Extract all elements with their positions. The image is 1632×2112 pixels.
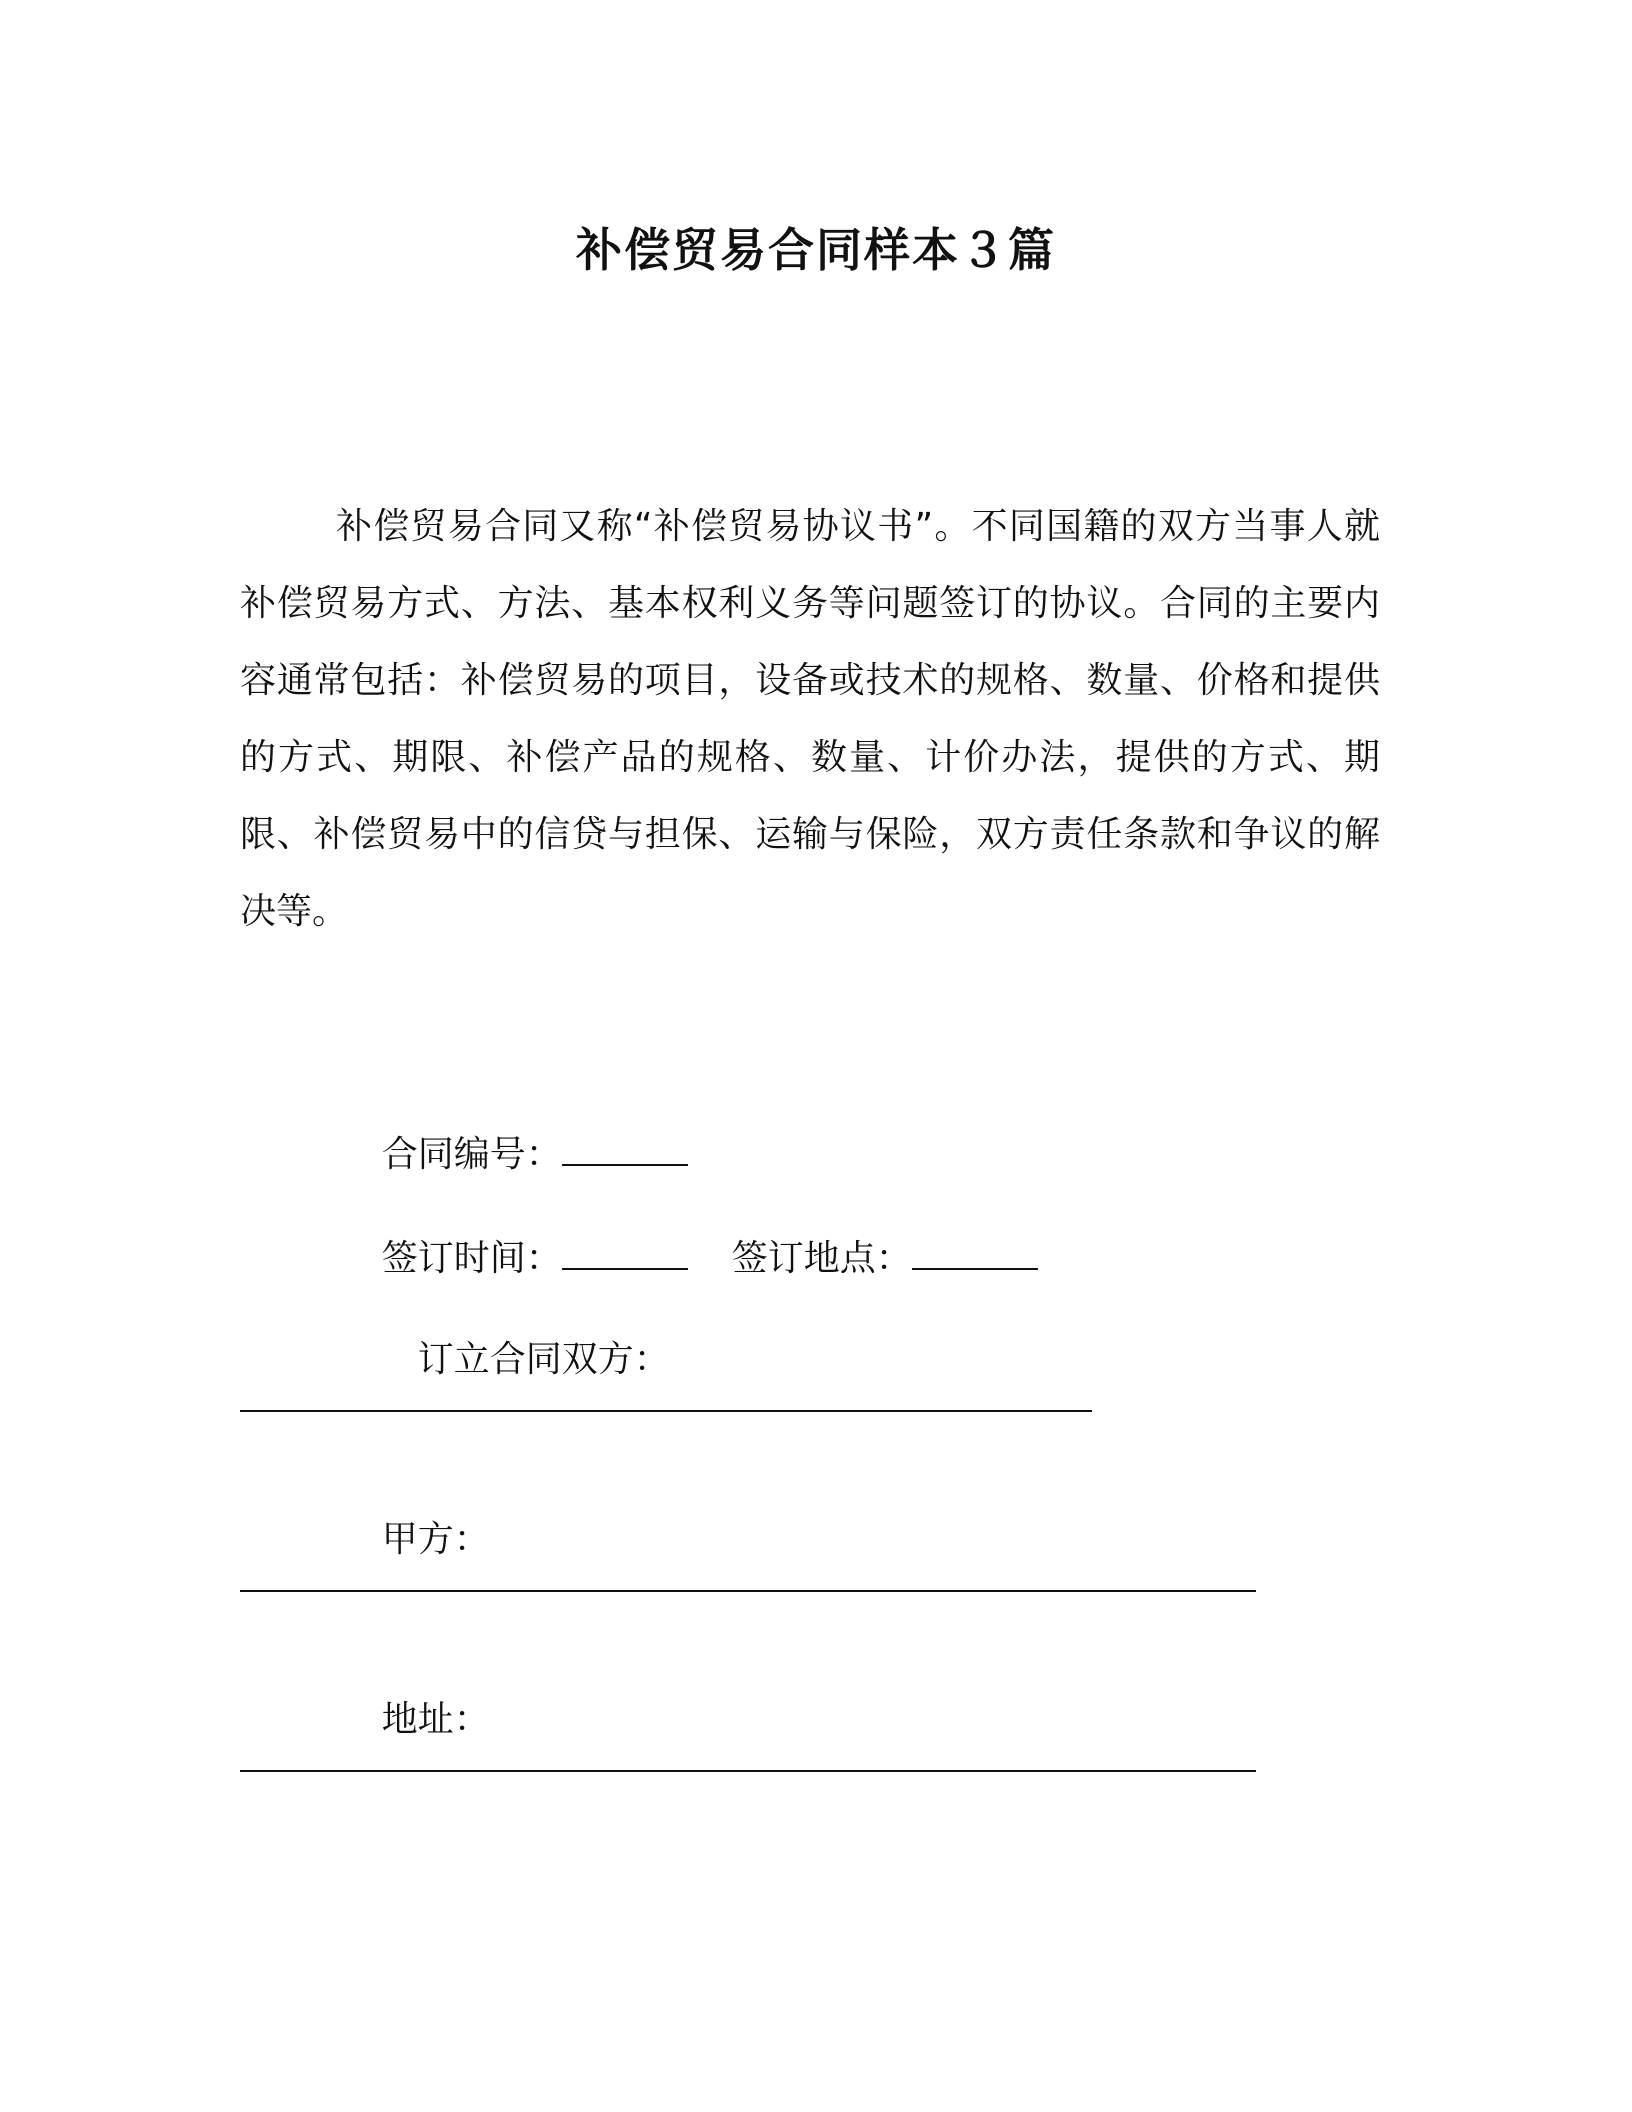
- sign-time-blank[interactable]: [562, 1232, 688, 1270]
- intro-paragraph: 补偿贸易合同又称“补偿贸易协议书”。不同国籍的双方当事人就补偿贸易方式、方法、基本权利义务等问题签订的协议。合同的主要内容通常包括：补偿贸易的项目，设备或技术的规格、数量、价格和提供的方式、期限、补偿产品的规格、数量、计价办法，提供的方式、期限、补偿贸易中的信贷与担保、运输与保险，双方责任条款和争议的解决等。: [240, 506, 1380, 932]
- sign-time-label: 签订时间：: [381, 1238, 562, 1279]
- address-blank-rule[interactable]: [240, 1770, 1256, 1772]
- parties-label: 订立合同双方：: [417, 1339, 670, 1380]
- party-a-label: 甲方：: [381, 1519, 490, 1560]
- sign-place-blank[interactable]: [912, 1232, 1038, 1270]
- parties-blank-rule[interactable]: [240, 1410, 1092, 1412]
- sign-place-label: 签订地点：: [731, 1238, 912, 1279]
- address-label: 地址：: [381, 1699, 490, 1740]
- document-title: 补偿贸易合同样本３篇: [576, 223, 1056, 277]
- party-a-blank-rule[interactable]: [240, 1590, 1256, 1592]
- contract-number-label: 合同编号：: [381, 1134, 562, 1175]
- contract-number-blank[interactable]: [562, 1128, 688, 1166]
